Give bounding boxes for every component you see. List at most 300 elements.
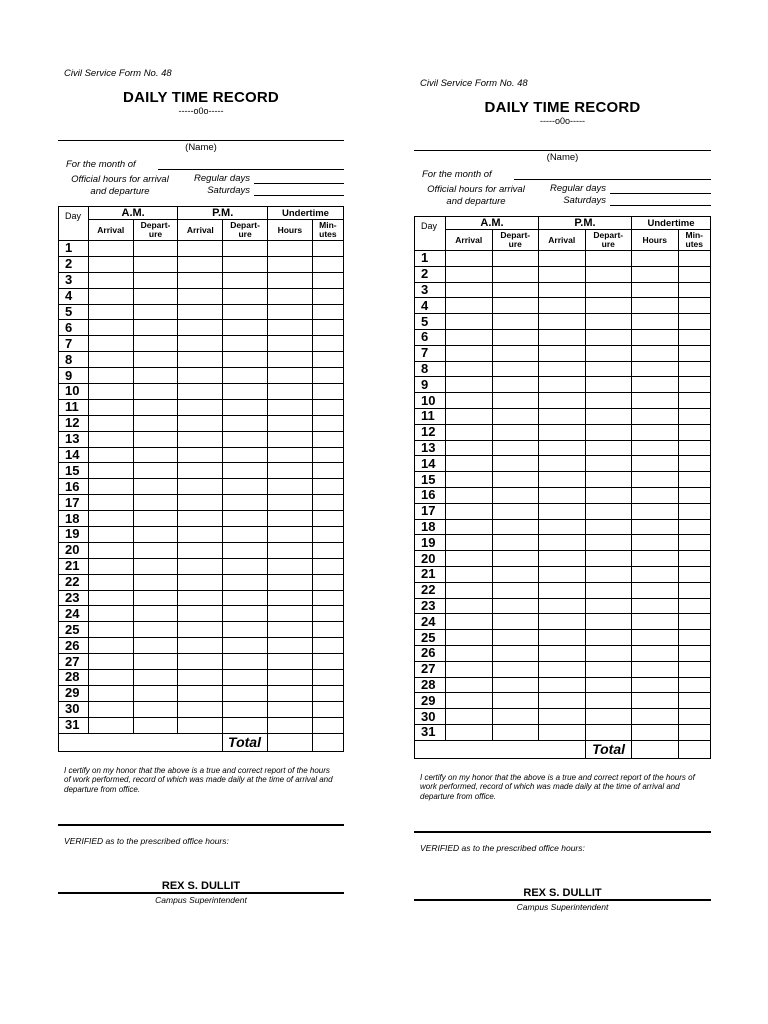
- time-cell[interactable]: [678, 377, 711, 393]
- time-cell[interactable]: [88, 288, 133, 304]
- time-cell[interactable]: [88, 574, 133, 590]
- time-cell[interactable]: [492, 693, 539, 709]
- time-cell[interactable]: [178, 685, 223, 701]
- time-cell[interactable]: [585, 456, 632, 472]
- time-cell[interactable]: [492, 377, 539, 393]
- time-cell[interactable]: [585, 377, 632, 393]
- time-cell[interactable]: [267, 527, 312, 543]
- time-cell[interactable]: [678, 724, 711, 740]
- time-cell[interactable]: [632, 551, 679, 567]
- time-cell[interactable]: [539, 630, 586, 646]
- time-cell[interactable]: [133, 352, 178, 368]
- time-cell[interactable]: [133, 527, 178, 543]
- time-cell[interactable]: [133, 447, 178, 463]
- time-cell[interactable]: [492, 487, 539, 503]
- time-cell[interactable]: [267, 241, 312, 257]
- time-cell[interactable]: [446, 582, 493, 598]
- time-cell[interactable]: [492, 329, 539, 345]
- time-cell[interactable]: [223, 241, 268, 257]
- time-cell[interactable]: [632, 408, 679, 424]
- time-cell[interactable]: [133, 288, 178, 304]
- time-cell[interactable]: [678, 472, 711, 488]
- time-cell[interactable]: [223, 717, 268, 733]
- time-cell[interactable]: [585, 724, 632, 740]
- time-cell[interactable]: [88, 447, 133, 463]
- time-cell[interactable]: [88, 320, 133, 336]
- time-cell[interactable]: [492, 645, 539, 661]
- regular-days-field[interactable]: [610, 183, 711, 194]
- time-cell[interactable]: [133, 685, 178, 701]
- time-cell[interactable]: [223, 654, 268, 670]
- time-cell[interactable]: [312, 717, 343, 733]
- time-cell[interactable]: [632, 709, 679, 725]
- time-cell[interactable]: [585, 582, 632, 598]
- time-cell[interactable]: [585, 345, 632, 361]
- time-cell[interactable]: [585, 298, 632, 314]
- time-cell[interactable]: [585, 661, 632, 677]
- time-cell[interactable]: [678, 535, 711, 551]
- time-cell[interactable]: [492, 440, 539, 456]
- time-cell[interactable]: [678, 345, 711, 361]
- time-cell[interactable]: [539, 472, 586, 488]
- time-cell[interactable]: [133, 511, 178, 527]
- time-cell[interactable]: [632, 251, 679, 267]
- time-cell[interactable]: [267, 701, 312, 717]
- time-cell[interactable]: [585, 630, 632, 646]
- time-cell[interactable]: [585, 251, 632, 267]
- time-cell[interactable]: [312, 399, 343, 415]
- time-cell[interactable]: [133, 256, 178, 272]
- time-cell[interactable]: [267, 654, 312, 670]
- time-cell[interactable]: [178, 447, 223, 463]
- time-cell[interactable]: [178, 622, 223, 638]
- time-cell[interactable]: [632, 614, 679, 630]
- time-cell[interactable]: [539, 645, 586, 661]
- time-cell[interactable]: [223, 256, 268, 272]
- time-cell[interactable]: [133, 622, 178, 638]
- time-cell[interactable]: [267, 304, 312, 320]
- time-cell[interactable]: [88, 558, 133, 574]
- time-cell[interactable]: [88, 701, 133, 717]
- time-cell[interactable]: [585, 424, 632, 440]
- time-cell[interactable]: [178, 320, 223, 336]
- time-cell[interactable]: [446, 298, 493, 314]
- time-cell[interactable]: [585, 472, 632, 488]
- time-cell[interactable]: [223, 622, 268, 638]
- time-cell[interactable]: [267, 399, 312, 415]
- time-cell[interactable]: [678, 329, 711, 345]
- time-cell[interactable]: [492, 472, 539, 488]
- time-cell[interactable]: [88, 606, 133, 622]
- time-cell[interactable]: [585, 393, 632, 409]
- time-cell[interactable]: [267, 479, 312, 495]
- time-cell[interactable]: [178, 495, 223, 511]
- time-cell[interactable]: [492, 519, 539, 535]
- time-cell[interactable]: [492, 535, 539, 551]
- time-cell[interactable]: [446, 598, 493, 614]
- time-cell[interactable]: [267, 495, 312, 511]
- time-cell[interactable]: [492, 677, 539, 693]
- time-cell[interactable]: [632, 314, 679, 330]
- time-cell[interactable]: [492, 709, 539, 725]
- time-cell[interactable]: [446, 329, 493, 345]
- time-cell[interactable]: [223, 685, 268, 701]
- time-cell[interactable]: [446, 361, 493, 377]
- time-cell[interactable]: [632, 677, 679, 693]
- time-cell[interactable]: [88, 352, 133, 368]
- time-cell[interactable]: [178, 717, 223, 733]
- time-cell[interactable]: [312, 638, 343, 654]
- time-cell[interactable]: [492, 266, 539, 282]
- time-cell[interactable]: [539, 361, 586, 377]
- time-cell[interactable]: [312, 368, 343, 384]
- time-cell[interactable]: [88, 384, 133, 400]
- time-cell[interactable]: [178, 384, 223, 400]
- name-field[interactable]: [414, 150, 711, 151]
- time-cell[interactable]: [585, 487, 632, 503]
- time-cell[interactable]: [178, 256, 223, 272]
- time-cell[interactable]: [312, 574, 343, 590]
- time-cell[interactable]: [223, 368, 268, 384]
- time-cell[interactable]: [178, 463, 223, 479]
- time-cell[interactable]: [539, 487, 586, 503]
- time-cell[interactable]: [267, 606, 312, 622]
- time-cell[interactable]: [632, 645, 679, 661]
- time-cell[interactable]: [446, 456, 493, 472]
- time-cell[interactable]: [223, 638, 268, 654]
- time-cell[interactable]: [223, 527, 268, 543]
- time-cell[interactable]: [312, 654, 343, 670]
- time-cell[interactable]: [267, 558, 312, 574]
- regular-days-field[interactable]: [254, 173, 344, 184]
- time-cell[interactable]: [585, 440, 632, 456]
- time-cell[interactable]: [492, 393, 539, 409]
- time-cell[interactable]: [312, 590, 343, 606]
- time-cell[interactable]: [539, 393, 586, 409]
- time-cell[interactable]: [446, 424, 493, 440]
- time-cell[interactable]: [88, 431, 133, 447]
- time-cell[interactable]: [539, 614, 586, 630]
- time-cell[interactable]: [223, 272, 268, 288]
- time-cell[interactable]: [539, 519, 586, 535]
- saturdays-field[interactable]: [254, 185, 344, 196]
- time-cell[interactable]: [446, 630, 493, 646]
- time-cell[interactable]: [133, 304, 178, 320]
- time-cell[interactable]: [312, 431, 343, 447]
- time-cell[interactable]: [312, 463, 343, 479]
- time-cell[interactable]: [585, 282, 632, 298]
- time-cell[interactable]: [585, 503, 632, 519]
- time-cell[interactable]: [178, 670, 223, 686]
- time-cell[interactable]: [632, 598, 679, 614]
- time-cell[interactable]: [267, 431, 312, 447]
- time-cell[interactable]: [267, 670, 312, 686]
- time-cell[interactable]: [492, 630, 539, 646]
- time-cell[interactable]: [539, 329, 586, 345]
- time-cell[interactable]: [585, 645, 632, 661]
- time-cell[interactable]: [312, 384, 343, 400]
- time-cell[interactable]: [585, 551, 632, 567]
- time-cell[interactable]: [678, 519, 711, 535]
- time-cell[interactable]: [223, 288, 268, 304]
- time-cell[interactable]: [446, 408, 493, 424]
- time-cell[interactable]: [539, 266, 586, 282]
- time-cell[interactable]: [446, 314, 493, 330]
- time-cell[interactable]: [88, 336, 133, 352]
- time-cell[interactable]: [446, 645, 493, 661]
- time-cell[interactable]: [88, 241, 133, 257]
- time-cell[interactable]: [178, 542, 223, 558]
- time-cell[interactable]: [539, 298, 586, 314]
- time-cell[interactable]: [312, 479, 343, 495]
- time-cell[interactable]: [585, 709, 632, 725]
- time-cell[interactable]: [223, 479, 268, 495]
- time-cell[interactable]: [632, 487, 679, 503]
- time-cell[interactable]: [446, 487, 493, 503]
- time-cell[interactable]: [539, 677, 586, 693]
- time-cell[interactable]: [585, 677, 632, 693]
- time-cell[interactable]: [267, 685, 312, 701]
- time-cell[interactable]: [267, 336, 312, 352]
- time-cell[interactable]: [267, 590, 312, 606]
- name-field[interactable]: [58, 140, 344, 141]
- time-cell[interactable]: [492, 361, 539, 377]
- time-cell[interactable]: [178, 288, 223, 304]
- time-cell[interactable]: [678, 677, 711, 693]
- time-cell[interactable]: [267, 352, 312, 368]
- time-cell[interactable]: [223, 590, 268, 606]
- time-cell[interactable]: [446, 503, 493, 519]
- time-cell[interactable]: [133, 431, 178, 447]
- time-cell[interactable]: [492, 724, 539, 740]
- time-cell[interactable]: [178, 352, 223, 368]
- time-cell[interactable]: [585, 266, 632, 282]
- time-cell[interactable]: [632, 661, 679, 677]
- time-cell[interactable]: [312, 558, 343, 574]
- time-cell[interactable]: [492, 598, 539, 614]
- time-cell[interactable]: [312, 415, 343, 431]
- time-cell[interactable]: [585, 314, 632, 330]
- time-cell[interactable]: [223, 574, 268, 590]
- time-cell[interactable]: [88, 399, 133, 415]
- time-cell[interactable]: [678, 456, 711, 472]
- time-cell[interactable]: [585, 408, 632, 424]
- time-cell[interactable]: [632, 456, 679, 472]
- time-cell[interactable]: [446, 709, 493, 725]
- time-cell[interactable]: [492, 282, 539, 298]
- time-cell[interactable]: [312, 336, 343, 352]
- time-cell[interactable]: [133, 670, 178, 686]
- time-cell[interactable]: [88, 590, 133, 606]
- time-cell[interactable]: [312, 701, 343, 717]
- time-cell[interactable]: [492, 345, 539, 361]
- time-cell[interactable]: [88, 272, 133, 288]
- time-cell[interactable]: [88, 654, 133, 670]
- time-cell[interactable]: [446, 472, 493, 488]
- time-cell[interactable]: [585, 329, 632, 345]
- time-cell[interactable]: [492, 408, 539, 424]
- time-cell[interactable]: [678, 661, 711, 677]
- time-cell[interactable]: [178, 638, 223, 654]
- time-cell[interactable]: [178, 241, 223, 257]
- time-cell[interactable]: [88, 479, 133, 495]
- time-cell[interactable]: [632, 472, 679, 488]
- time-cell[interactable]: [267, 288, 312, 304]
- time-cell[interactable]: [632, 282, 679, 298]
- saturdays-field[interactable]: [610, 195, 711, 206]
- time-cell[interactable]: [632, 329, 679, 345]
- time-cell[interactable]: [539, 424, 586, 440]
- time-cell[interactable]: [678, 487, 711, 503]
- time-cell[interactable]: [446, 614, 493, 630]
- time-cell[interactable]: [88, 304, 133, 320]
- time-cell[interactable]: [585, 614, 632, 630]
- time-cell[interactable]: [312, 670, 343, 686]
- total-minutes-cell[interactable]: [312, 733, 343, 751]
- time-cell[interactable]: [446, 393, 493, 409]
- time-cell[interactable]: [133, 272, 178, 288]
- time-cell[interactable]: [267, 384, 312, 400]
- time-cell[interactable]: [223, 670, 268, 686]
- time-cell[interactable]: [88, 415, 133, 431]
- time-cell[interactable]: [539, 440, 586, 456]
- time-cell[interactable]: [492, 456, 539, 472]
- time-cell[interactable]: [267, 415, 312, 431]
- time-cell[interactable]: [446, 566, 493, 582]
- time-cell[interactable]: [312, 542, 343, 558]
- time-cell[interactable]: [178, 272, 223, 288]
- time-cell[interactable]: [312, 352, 343, 368]
- time-cell[interactable]: [632, 440, 679, 456]
- time-cell[interactable]: [539, 377, 586, 393]
- time-cell[interactable]: [632, 535, 679, 551]
- time-cell[interactable]: [312, 685, 343, 701]
- time-cell[interactable]: [678, 614, 711, 630]
- time-cell[interactable]: [178, 415, 223, 431]
- time-cell[interactable]: [223, 463, 268, 479]
- time-cell[interactable]: [678, 503, 711, 519]
- time-cell[interactable]: [492, 424, 539, 440]
- time-cell[interactable]: [539, 282, 586, 298]
- time-cell[interactable]: [267, 622, 312, 638]
- time-cell[interactable]: [446, 282, 493, 298]
- time-cell[interactable]: [446, 677, 493, 693]
- time-cell[interactable]: [133, 399, 178, 415]
- time-cell[interactable]: [133, 463, 178, 479]
- time-cell[interactable]: [178, 590, 223, 606]
- time-cell[interactable]: [539, 345, 586, 361]
- time-cell[interactable]: [178, 399, 223, 415]
- time-cell[interactable]: [88, 368, 133, 384]
- time-cell[interactable]: [446, 551, 493, 567]
- time-cell[interactable]: [267, 320, 312, 336]
- time-cell[interactable]: [312, 511, 343, 527]
- time-cell[interactable]: [585, 535, 632, 551]
- time-cell[interactable]: [632, 345, 679, 361]
- time-cell[interactable]: [133, 701, 178, 717]
- time-cell[interactable]: [632, 266, 679, 282]
- time-cell[interactable]: [223, 511, 268, 527]
- time-cell[interactable]: [223, 415, 268, 431]
- time-cell[interactable]: [178, 336, 223, 352]
- time-cell[interactable]: [446, 377, 493, 393]
- time-cell[interactable]: [678, 361, 711, 377]
- time-cell[interactable]: [178, 511, 223, 527]
- time-cell[interactable]: [632, 724, 679, 740]
- time-cell[interactable]: [312, 320, 343, 336]
- time-cell[interactable]: [223, 384, 268, 400]
- time-cell[interactable]: [133, 606, 178, 622]
- time-cell[interactable]: [632, 298, 679, 314]
- time-cell[interactable]: [446, 661, 493, 677]
- time-cell[interactable]: [492, 661, 539, 677]
- time-cell[interactable]: [678, 693, 711, 709]
- time-cell[interactable]: [133, 495, 178, 511]
- time-cell[interactable]: [492, 614, 539, 630]
- time-cell[interactable]: [678, 424, 711, 440]
- time-cell[interactable]: [632, 630, 679, 646]
- employee-signature-line[interactable]: [58, 824, 344, 826]
- time-cell[interactable]: [88, 638, 133, 654]
- time-cell[interactable]: [678, 408, 711, 424]
- time-cell[interactable]: [678, 393, 711, 409]
- time-cell[interactable]: [223, 606, 268, 622]
- time-cell[interactable]: [492, 582, 539, 598]
- time-cell[interactable]: [492, 503, 539, 519]
- time-cell[interactable]: [446, 519, 493, 535]
- time-cell[interactable]: [223, 495, 268, 511]
- time-cell[interactable]: [267, 463, 312, 479]
- time-cell[interactable]: [312, 256, 343, 272]
- time-cell[interactable]: [539, 456, 586, 472]
- time-cell[interactable]: [585, 519, 632, 535]
- total-hours-cell[interactable]: [632, 740, 679, 758]
- time-cell[interactable]: [312, 288, 343, 304]
- time-cell[interactable]: [678, 440, 711, 456]
- time-cell[interactable]: [492, 566, 539, 582]
- time-cell[interactable]: [88, 527, 133, 543]
- time-cell[interactable]: [632, 377, 679, 393]
- time-cell[interactable]: [267, 717, 312, 733]
- time-cell[interactable]: [178, 304, 223, 320]
- time-cell[interactable]: [539, 709, 586, 725]
- time-cell[interactable]: [632, 424, 679, 440]
- total-minutes-cell[interactable]: [678, 740, 711, 758]
- time-cell[interactable]: [88, 717, 133, 733]
- time-cell[interactable]: [223, 701, 268, 717]
- time-cell[interactable]: [312, 272, 343, 288]
- time-cell[interactable]: [178, 606, 223, 622]
- time-cell[interactable]: [133, 368, 178, 384]
- time-cell[interactable]: [88, 511, 133, 527]
- time-cell[interactable]: [678, 645, 711, 661]
- time-cell[interactable]: [678, 282, 711, 298]
- month-field[interactable]: [514, 169, 711, 180]
- time-cell[interactable]: [312, 304, 343, 320]
- time-cell[interactable]: [267, 256, 312, 272]
- total-hours-cell[interactable]: [267, 733, 312, 751]
- time-cell[interactable]: [133, 717, 178, 733]
- time-cell[interactable]: [178, 368, 223, 384]
- time-cell[interactable]: [446, 535, 493, 551]
- time-cell[interactable]: [492, 551, 539, 567]
- time-cell[interactable]: [585, 566, 632, 582]
- time-cell[interactable]: [446, 251, 493, 267]
- time-cell[interactable]: [178, 701, 223, 717]
- time-cell[interactable]: [678, 551, 711, 567]
- time-cell[interactable]: [446, 266, 493, 282]
- time-cell[interactable]: [223, 320, 268, 336]
